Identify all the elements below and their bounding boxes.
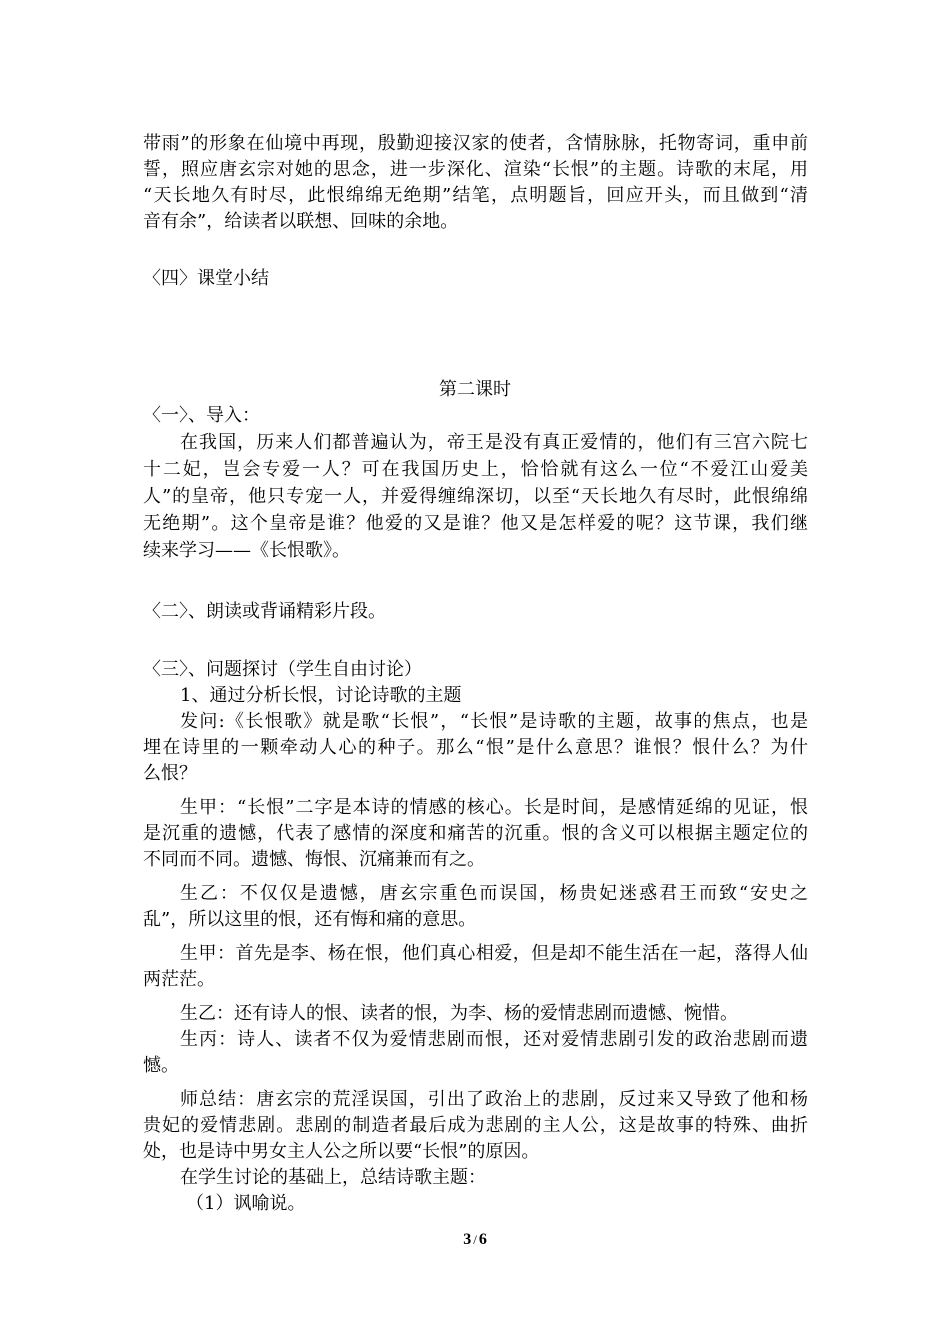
- paragraph-line: 在学生讨论的基础上，总结诗歌主题：: [180, 1167, 486, 1188]
- section-heading: 〈二〉、朗读或背诵精彩片段。: [143, 601, 386, 622]
- paragraph-line: 两茫茫。: [143, 969, 215, 990]
- paragraph-line: 埋在诗里的一颗牵动人心的种子。那么“恨”是什么意思？谁恨？恨什么？为什: [143, 737, 808, 758]
- paragraph-line: 憾。: [143, 1055, 179, 1076]
- paragraph-line: 生乙：不仅仅是遗憾，唐玄宗重色而误国，杨贵妃迷惑君王而致“安史之: [180, 883, 808, 904]
- paragraph-line: 师总结：唐玄宗的荒淫误国，引出了政治上的悲剧，反过来又导致了他和杨: [180, 1089, 808, 1110]
- page-separator: /: [473, 1232, 477, 1247]
- paragraph-line: 生甲：“长恨”二字是本诗的情感的核心。长是时间，是感情延绵的见证，恨: [180, 797, 808, 818]
- section-heading: 〈一〉、导入：: [143, 405, 260, 426]
- paragraph-line: “天长地久有时尽，此恨绵绵无绝期”结笔，点明题旨，回应开头，而且做到“清: [143, 185, 808, 206]
- subsection-heading: 1、通过分析长恨，讨论诗歌的主题: [180, 685, 462, 706]
- paragraph-line: 生甲：首先是李、杨在恨，他们真心相爱，但是却不能生活在一起，落得人仙: [180, 943, 808, 964]
- paragraph-line: 生丙：诗人、读者不仅为爱情悲剧而恨，还对爱情悲剧引发的政治悲剧而遗: [180, 1029, 808, 1050]
- paragraph-line: 生乙：还有诗人的恨、读者的恨，为李、杨的爱情悲剧而遗憾、惋惜。: [180, 1003, 738, 1024]
- paragraph-line: 发问:《长恨歌》就是歌“长恨”，“长恨”是诗歌的主题，故事的焦点，也是: [180, 711, 808, 732]
- section-heading: 〈三〉、问题探讨（学生自由讨论）: [143, 659, 422, 680]
- paragraph-line: 誓，照应唐玄宗对她的思念，进一步深化、渲染“长恨”的主题。诗歌的末尾，用: [143, 159, 808, 180]
- page-total: 6: [478, 1231, 487, 1248]
- paragraph-line: 么恨？: [143, 763, 197, 784]
- paragraph-line: 贵妃的爱情悲剧。悲剧的制造者最后成为悲剧的主人公，这是故事的特殊、曲折: [143, 1115, 808, 1136]
- paragraph-line: 乱”，所以这里的恨，还有悔和痛的意思。: [143, 909, 477, 930]
- paragraph-line: 无绝期”。这个皇帝是谁？他爱的又是谁？他又是怎样爱的呢？这节课，我们继: [143, 513, 808, 534]
- paragraph-line: 处，也是诗中男女主人公之所以要“长恨”的原因。: [143, 1141, 540, 1162]
- page-footer: [0, 1231, 950, 1249]
- paragraph-line: 人”的皇帝，他只专宠一人，并爱得缠绵深切，以至“天长地久有尽时，此恨绵绵: [143, 486, 808, 507]
- paragraph-line: 不同而不同。遗憾、悔恨、沉痛兼而有之。: [143, 849, 485, 870]
- list-item: （1）讽喻说。: [186, 1193, 306, 1214]
- paragraph-line: 在我国，历来人们都普遍认为，帝王是没有真正爱情的，他们有三宫六院七: [180, 432, 808, 453]
- paragraph-line: 音有余”，给读者以联想、回味的余地。: [143, 211, 459, 232]
- lesson-title: 第二课时: [439, 379, 511, 400]
- paragraph-line: 十二妃，岂会专爱一人？可在我国历史上，恰恰就有这么一位“不爱江山爱美: [143, 459, 808, 480]
- paragraph-line: 续来学习——《长恨歌》。: [143, 540, 350, 561]
- paragraph-line: 带雨”的形象在仙境中再现，殷勤迎接汉家的使者，含情脉脉，托物寄词，重申前: [143, 133, 808, 154]
- page-number: 3: [463, 1231, 472, 1248]
- section-heading: 〈四〉课堂小结: [143, 268, 269, 289]
- paragraph-line: 是沉重的遗憾，代表了感情的深度和痛苦的沉重。恨的含义可以根据主题定位的: [143, 823, 808, 844]
